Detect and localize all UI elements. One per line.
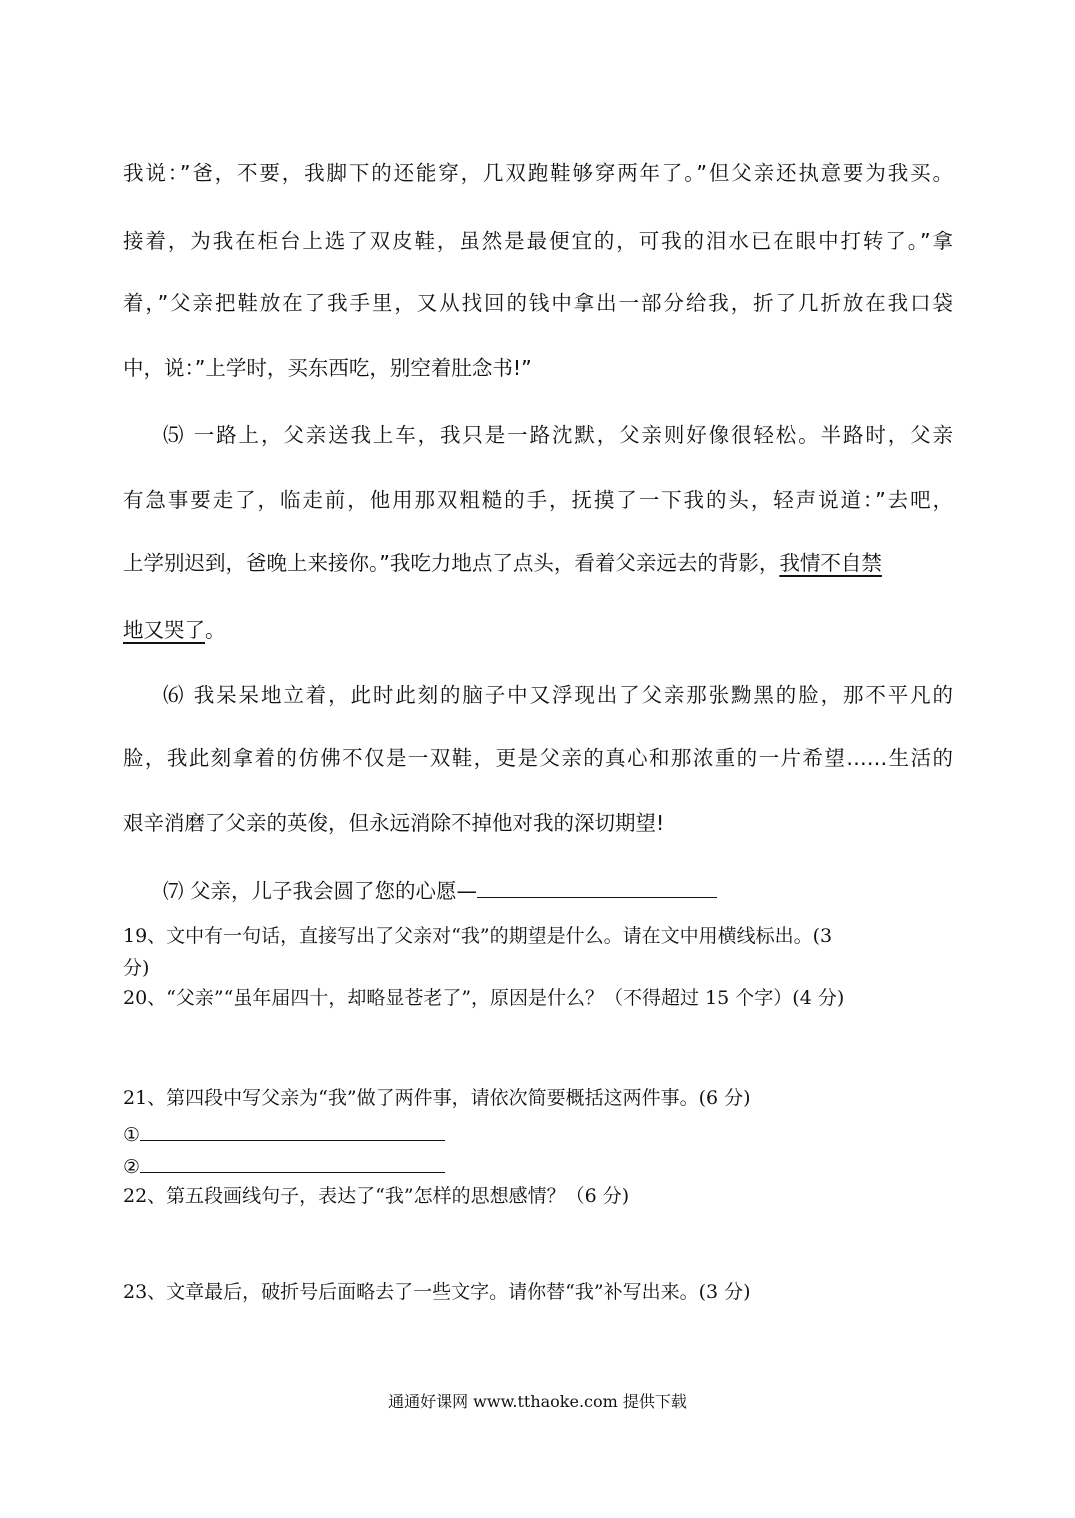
question-19: 19、文中有一句话，直接写出了父亲对“我”的期望是什么。请在文中用横线标出。(3 [123, 925, 833, 947]
paragraph-5-start: ⑸ 一路上，父亲送我上车，我只是一路沈默，父亲则好像很轻松。半路时，父亲 [163, 423, 953, 447]
question-19-cont: 分) [123, 957, 150, 979]
passage-line: 中，说：”上学时，买东西吃，别空着肚念书!” [123, 356, 532, 380]
underlined-sentence: 我情不自禁 [779, 551, 882, 575]
answer-line-1 [123, 1118, 953, 1149]
answer-blank[interactable] [140, 1150, 445, 1173]
circled-one: ① [123, 1124, 141, 1146]
passage-line: 着，”父亲把鞋放在了我手里，又从找回的钱中拿出一部分给我，折了几折放在我口袋 [123, 291, 953, 315]
page-footer: 通通好课网 www.tthaoke.com 提供下载 [388, 1392, 687, 1411]
passage-line: 接着，为我在柜台上选了双皮鞋，虽然是最便宜的，可我的泪水已在眼中打转了。”拿 [123, 229, 953, 253]
circled-two: ② [123, 1156, 141, 1178]
passage-line [123, 615, 953, 645]
question-22: 22、第五段画线句子，表达了“我”怎样的思想感情？（6 分) [123, 1185, 630, 1207]
passage-line [123, 548, 953, 578]
underlined-sentence: 地又哭了 [123, 618, 205, 642]
passage-text: ⑺ 父亲，儿子我会圆了您的心愿— [163, 879, 478, 903]
passage-text: 。 [205, 618, 226, 642]
question-21: 21、第四段中写父亲为“我”做了两件事，请依次简要概括这两件事。(6 分) [123, 1087, 751, 1109]
paragraph-6-start: ⑹ 我呆呆地立着，此时此刻的脑子中又浮现出了父亲那张黝黑的脸，那不平凡的 [163, 683, 953, 707]
passage-line: 脸，我此刻拿着的仿佛不仅是一双鞋，更是父亲的真心和那浓重的一片希望……生活的 [123, 746, 953, 770]
answer-line-2 [123, 1150, 953, 1181]
passage-line: 我说：”爸，不要，我脚下的还能穿，几双跑鞋够穿两年了。”但父亲还执意要为我买。 [123, 161, 953, 185]
question-23: 23、文章最后，破折号后面略去了一些文字。请你替“我”补写出来。(3 分) [123, 1281, 751, 1303]
paragraph-7 [163, 873, 953, 906]
answer-blank[interactable] [477, 873, 717, 898]
passage-text: 上学别迟到，爸晚上来接你。”我吃力地点了点头，看着父亲远去的背影， [123, 551, 780, 575]
question-20: 20、“父亲”“虽年届四十，却略显苍老了”，原因是什么？（不得超过 15 个字）(4 分) [123, 987, 845, 1009]
passage-line: 艰辛消磨了父亲的英俊，但永远消除不掉他对我的深切期望! [123, 811, 665, 835]
passage-line: 有急事要走了，临走前，他用那双粗糙的手，抚摸了一下我的头，轻声说道：”去吧， [123, 488, 953, 512]
answer-blank[interactable] [140, 1118, 445, 1141]
